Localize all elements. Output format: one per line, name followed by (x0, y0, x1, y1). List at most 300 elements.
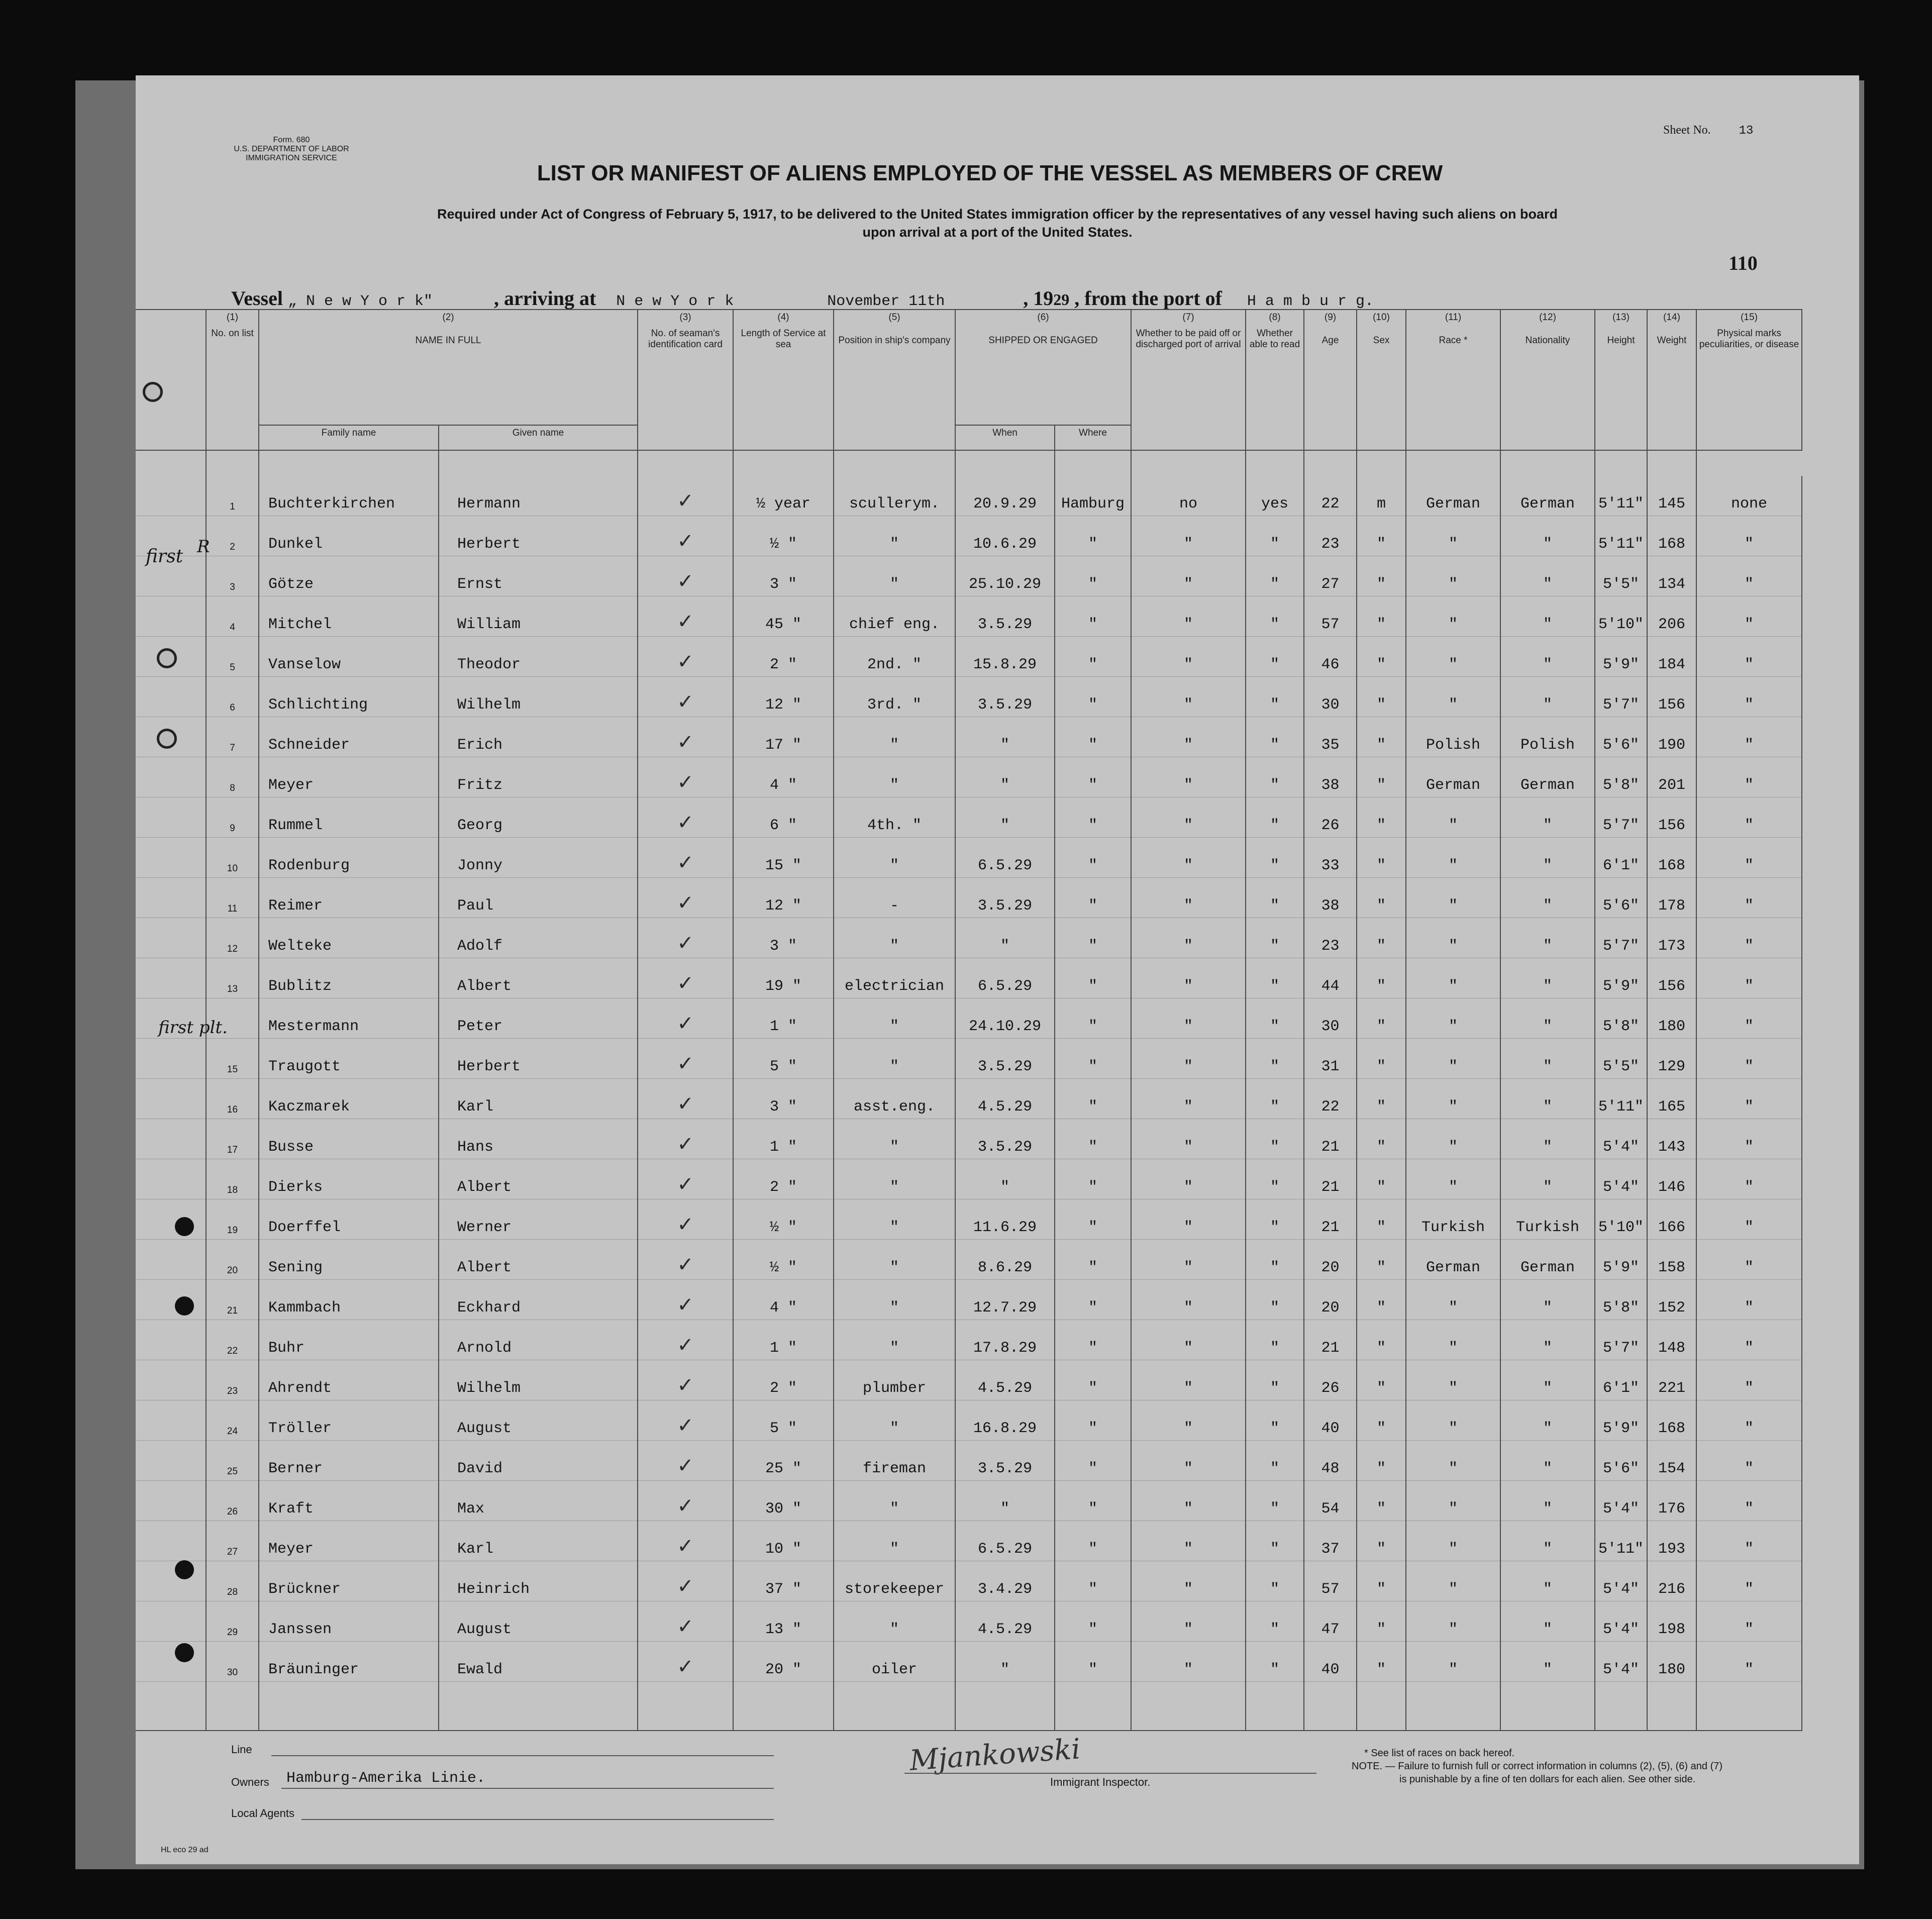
cell-engaged-where: " (1055, 1119, 1131, 1159)
cell-race: " (1406, 556, 1500, 596)
cell-length-of-service: 12 " (733, 677, 834, 717)
cell-height: 5'4" (1595, 1119, 1647, 1159)
voyage-line (231, 286, 1789, 310)
col-nationality (1500, 310, 1595, 450)
tail-cell (1246, 1682, 1304, 1731)
cell-id-card-check: ✓ (638, 1642, 733, 1682)
cell-given-name: Arnold (439, 1320, 638, 1360)
cell-age: 44 (1304, 958, 1357, 998)
cell-given-name: Adolf (439, 918, 638, 958)
cell-id-card-check: ✓ (638, 1119, 733, 1159)
cell-paid-off: " (1131, 918, 1246, 958)
cell-sex: " (1357, 1199, 1406, 1240)
cell-length-of-service: 4 " (733, 1280, 834, 1320)
col-height (1595, 310, 1647, 450)
cell-able-to-read: " (1246, 1039, 1304, 1079)
cell-position: " (834, 1199, 955, 1240)
cell-engaged-where: " (1055, 1199, 1131, 1240)
cell-physical-marks: " (1696, 878, 1802, 918)
cell-race: German (1406, 476, 1500, 516)
cell-engaged-when: 3.5.29 (955, 878, 1055, 918)
cell-length-of-service: 13 " (733, 1601, 834, 1642)
margin-cell (136, 1561, 206, 1601)
col-nationality-label: Nationality (1525, 335, 1570, 346)
cell-able-to-read: " (1246, 958, 1304, 998)
cell-able-to-read: " (1246, 1159, 1304, 1199)
cell-race: " (1406, 596, 1500, 637)
cell-position: " (834, 1320, 955, 1360)
cell-id-card-check: ✓ (638, 1561, 733, 1601)
cell-family-name: Brückner (259, 1561, 439, 1601)
cell-physical-marks: " (1696, 1079, 1802, 1119)
col-position-label: Position in ship's company (838, 335, 951, 346)
cell-sex: " (1357, 1119, 1406, 1159)
cell-row-number: 29 (206, 1601, 259, 1642)
tail-cell (1304, 1682, 1357, 1731)
cell-paid-off: " (1131, 677, 1246, 717)
table-row (136, 1159, 1802, 1199)
cell-row-number: 24 (206, 1400, 259, 1441)
tail-cell (955, 1682, 1055, 1731)
cell-position: " (834, 1521, 955, 1561)
cell-nationality: " (1500, 958, 1595, 998)
cell-paid-off: " (1131, 1320, 1246, 1360)
cell-height: 5'4" (1595, 1561, 1647, 1601)
col-sex-label: Sex (1373, 335, 1390, 346)
cell-engaged-where: " (1055, 1400, 1131, 1441)
cell-engaged-where: " (1055, 1320, 1131, 1360)
cell-position: asst.eng. (834, 1079, 955, 1119)
col-no-on-list (206, 310, 259, 450)
cell-height: 5'7" (1595, 797, 1647, 838)
cell-engaged-when: 3.5.29 (955, 1441, 1055, 1481)
binder-hole (175, 1296, 194, 1316)
cell-physical-marks: " (1696, 1360, 1802, 1400)
cell-length-of-service: ½ " (733, 1240, 834, 1280)
margin-cell (136, 1159, 206, 1199)
cell-sex: " (1357, 1039, 1406, 1079)
year-suffix: 29 (1053, 290, 1070, 309)
margin-cell (136, 1601, 206, 1642)
col-marks-label: Physical marks peculiarities, or disease (1699, 328, 1799, 350)
cell-engaged-when: 6.5.29 (955, 838, 1055, 878)
col-num-10: (10) (1373, 312, 1390, 323)
cell-family-name: Sening (259, 1240, 439, 1280)
cell-height: 5'4" (1595, 1642, 1647, 1682)
margin-cell (136, 1481, 206, 1521)
cell-weight: 156 (1647, 677, 1696, 717)
cell-family-name: Bräuninger (259, 1642, 439, 1682)
cell-age: 40 (1304, 1400, 1357, 1441)
table-row (136, 1642, 1802, 1682)
cell-able-to-read: " (1246, 757, 1304, 797)
cell-engaged-where: " (1055, 1240, 1131, 1280)
cell-row-number: 21 (206, 1280, 259, 1320)
cell-nationality: " (1500, 838, 1595, 878)
cell-id-card-check: ✓ (638, 998, 733, 1039)
footer-agents-label: Local Agents (231, 1807, 294, 1820)
table-row (136, 998, 1802, 1039)
cell-engaged-when: 15.8.29 (955, 637, 1055, 677)
margin-cell (136, 1441, 206, 1481)
cell-engaged-when: 24.10.29 (955, 998, 1055, 1039)
cell-nationality: " (1500, 1642, 1595, 1682)
cell-race: " (1406, 1481, 1500, 1521)
col-no-on-list-label: No. on list (211, 328, 254, 339)
cell-family-name: Meyer (259, 1521, 439, 1561)
cell-height: 5'11" (1595, 516, 1647, 556)
cell-physical-marks: " (1696, 596, 1802, 637)
table-row (136, 1481, 1802, 1521)
cell-family-name: Dierks (259, 1159, 439, 1199)
sheet-value: 13 (1739, 124, 1754, 138)
cell-id-card-check: ✓ (638, 1039, 733, 1079)
cell-able-to-read: " (1246, 1360, 1304, 1400)
cell-height: 5'9" (1595, 1400, 1647, 1441)
cell-paid-off: " (1131, 757, 1246, 797)
cell-given-name: Fritz (439, 757, 638, 797)
cell-height: 5'9" (1595, 637, 1647, 677)
page-subtitle (186, 205, 1809, 241)
cell-engaged-where: Hamburg (1055, 476, 1131, 516)
cell-height: 5'7" (1595, 677, 1647, 717)
cell-physical-marks: " (1696, 717, 1802, 757)
cell-nationality: " (1500, 1521, 1595, 1561)
sheet-label: Sheet No. (1663, 124, 1711, 137)
col-paid-off-label: Whether to be paid off or discharged port of arrival (1136, 328, 1241, 350)
cell-age: 57 (1304, 596, 1357, 637)
cell-position: scullerym. (834, 476, 955, 516)
cell-height: 5'5" (1595, 1039, 1647, 1079)
cell-race: " (1406, 1561, 1500, 1601)
cell-engaged-when: 25.10.29 (955, 556, 1055, 596)
cell-nationality: " (1500, 1039, 1595, 1079)
cell-physical-marks: " (1696, 1400, 1802, 1441)
cell-given-name: Georg (439, 797, 638, 838)
table-row (136, 1320, 1802, 1360)
cell-height: 5'9" (1595, 1240, 1647, 1280)
cell-id-card-check: ✓ (638, 1320, 733, 1360)
cell-paid-off: " (1131, 1441, 1246, 1481)
col-age (1304, 310, 1357, 450)
cell-age: 31 (1304, 1039, 1357, 1079)
cell-weight: 190 (1647, 717, 1696, 757)
subtitle-line-1: Required under Act of Congress of February 5, 1917, to be delivered to the United States immigration officer by the representatives of any vessel having such aliens on board (437, 207, 1558, 222)
margin-cell (136, 838, 206, 878)
cell-id-card-check: ✓ (638, 476, 733, 516)
cell-physical-marks: " (1696, 1561, 1802, 1601)
cell-sex: " (1357, 838, 1406, 878)
cell-age: 20 (1304, 1240, 1357, 1280)
cell-sex: " (1357, 596, 1406, 637)
margin-cell (136, 476, 206, 516)
cell-race: " (1406, 677, 1500, 717)
arrival-date: November 11th (827, 293, 945, 310)
cell-physical-marks: " (1696, 1159, 1802, 1199)
cell-nationality: " (1500, 797, 1595, 838)
cell-family-name: Janssen (259, 1601, 439, 1642)
col-num-11: (11) (1445, 312, 1462, 323)
cell-able-to-read: " (1246, 998, 1304, 1039)
cell-engaged-when: 4.5.29 (955, 1360, 1055, 1400)
cell-sex: " (1357, 757, 1406, 797)
crew-table-header (136, 310, 1802, 450)
margin-cell (136, 596, 206, 637)
cell-engaged-where: " (1055, 556, 1131, 596)
cell-position: 2nd. " (834, 637, 955, 677)
binder-hole (143, 382, 163, 402)
cell-race: " (1406, 1280, 1500, 1320)
cell-sex: " (1357, 878, 1406, 918)
cell-able-to-read: " (1246, 1320, 1304, 1360)
cell-position: " (834, 556, 955, 596)
cell-nationality: " (1500, 1400, 1595, 1441)
cell-weight: 168 (1647, 838, 1696, 878)
cell-length-of-service: 2 " (733, 1360, 834, 1400)
cell-engaged-where: " (1055, 1601, 1131, 1642)
cell-race: Polish (1406, 717, 1500, 757)
cell-physical-marks: " (1696, 677, 1802, 717)
cell-given-name: Wilhelm (439, 1360, 638, 1400)
table-row (136, 1601, 1802, 1642)
cell-nationality: " (1500, 1320, 1595, 1360)
cell-able-to-read: " (1246, 1561, 1304, 1601)
col-shipped-label: SHIPPED OR ENGAGED (988, 335, 1098, 346)
cell-engaged-when: 3.5.29 (955, 677, 1055, 717)
cell-length-of-service: 1 " (733, 1119, 834, 1159)
cell-nationality: " (1500, 637, 1595, 677)
cell-race: " (1406, 918, 1500, 958)
cell-length-of-service: 12 " (733, 878, 834, 918)
col-height-label: Height (1607, 335, 1635, 346)
cell-race: Turkish (1406, 1199, 1500, 1240)
cell-weight: 129 (1647, 1039, 1696, 1079)
cell-sex: " (1357, 637, 1406, 677)
signature-rule (904, 1773, 1316, 1774)
cell-engaged-when: 3.5.29 (955, 596, 1055, 637)
crew-table-body (136, 450, 1802, 1731)
cell-race: " (1406, 797, 1500, 838)
margin-cell (136, 1360, 206, 1400)
cell-age: 35 (1304, 717, 1357, 757)
cell-physical-marks: " (1696, 1320, 1802, 1360)
cell-physical-marks: " (1696, 1280, 1802, 1320)
cell-family-name: Rodenburg (259, 838, 439, 878)
binder-hole (157, 648, 177, 668)
cell-family-name: Buchterkirchen (259, 476, 439, 516)
cell-given-name: Eckhard (439, 1280, 638, 1320)
cell-given-name: Ernst (439, 556, 638, 596)
cell-sex: " (1357, 1240, 1406, 1280)
cell-able-to-read: " (1246, 878, 1304, 918)
margin-cell (136, 1199, 206, 1240)
cell-id-card-check: ✓ (638, 1280, 733, 1320)
cell-race: " (1406, 1159, 1500, 1199)
col-weight (1647, 310, 1696, 450)
cell-physical-marks: none (1696, 476, 1802, 516)
cell-weight: 156 (1647, 958, 1696, 998)
subtitle-line-2: upon arrival at a port of the United States. (862, 225, 1133, 240)
cell-age: 33 (1304, 838, 1357, 878)
cell-weight: 166 (1647, 1199, 1696, 1240)
cell-race: " (1406, 1521, 1500, 1561)
cell-family-name: Rummel (259, 797, 439, 838)
arriving-port: N e w Y o r k (616, 293, 734, 310)
cell-sex: " (1357, 1521, 1406, 1561)
col-name-in-full (259, 310, 638, 425)
cell-given-name: Wilhelm (439, 677, 638, 717)
cell-row-number: 9 (206, 797, 259, 838)
cell-id-card-check: ✓ (638, 556, 733, 596)
cell-height: 5'9" (1595, 958, 1647, 998)
cell-age: 21 (1304, 1320, 1357, 1360)
cell-family-name: Schneider (259, 717, 439, 757)
binder-hole (157, 729, 177, 749)
cell-engaged-where: " (1055, 1079, 1131, 1119)
cell-age: 47 (1304, 1601, 1357, 1642)
cell-weight: 221 (1647, 1360, 1696, 1400)
form-id-block (196, 136, 387, 163)
cell-paid-off: " (1131, 516, 1246, 556)
cell-family-name: Doerffel (259, 1199, 439, 1240)
cell-paid-off: " (1131, 1642, 1246, 1682)
cell-physical-marks: " (1696, 838, 1802, 878)
margin-cell (136, 878, 206, 918)
cell-age: 21 (1304, 1119, 1357, 1159)
margin-cell (136, 797, 206, 838)
cell-given-name: Herbert (439, 516, 638, 556)
arriving-label: , arriving at (493, 287, 596, 310)
year-prefix: , 19 (1023, 287, 1054, 310)
cell-position: " (834, 918, 955, 958)
cell-family-name: Busse (259, 1119, 439, 1159)
cell-family-name: Bublitz (259, 958, 439, 998)
cell-engaged-where: " (1055, 717, 1131, 757)
cell-family-name: Welteke (259, 918, 439, 958)
cell-engaged-where: " (1055, 1159, 1131, 1199)
cell-weight: 134 (1647, 556, 1696, 596)
cell-physical-marks: " (1696, 637, 1802, 677)
col-id-card (638, 310, 733, 450)
cell-id-card-check: ✓ (638, 717, 733, 757)
cell-engaged-when: 17.8.29 (955, 1320, 1055, 1360)
cell-paid-off: " (1131, 637, 1246, 677)
cell-paid-off: " (1131, 1240, 1246, 1280)
cell-family-name: Buhr (259, 1320, 439, 1360)
cell-age: 40 (1304, 1642, 1357, 1682)
cell-id-card-check: ✓ (638, 797, 733, 838)
margin-cell (136, 757, 206, 797)
cell-length-of-service: 5 " (733, 1039, 834, 1079)
binder-hole (175, 1560, 194, 1579)
inspector-signature: Mjankowski (908, 1733, 1082, 1777)
col-where: Where (1055, 425, 1131, 450)
cell-length-of-service: 3 " (733, 556, 834, 596)
cell-id-card-check: ✓ (638, 1601, 733, 1642)
cell-race: " (1406, 1601, 1500, 1642)
cell-height: 5'6" (1595, 717, 1647, 757)
cell-paid-off: " (1131, 1119, 1246, 1159)
cell-id-card-check: ✓ (638, 1199, 733, 1240)
cell-length-of-service: 10 " (733, 1521, 834, 1561)
cell-engaged-when: 3.5.29 (955, 1039, 1055, 1079)
footer-note-races: * See list of races on back hereof. (1364, 1748, 1515, 1759)
cell-given-name: Theodor (439, 637, 638, 677)
cell-weight: 143 (1647, 1119, 1696, 1159)
table-row (136, 878, 1802, 918)
cell-engaged-where: " (1055, 637, 1131, 677)
cell-sex: " (1357, 1360, 1406, 1400)
department-name: U.S. DEPARTMENT OF LABOR (234, 145, 349, 153)
cell-row-number: 8 (206, 757, 259, 797)
cell-nationality: " (1500, 878, 1595, 918)
cell-family-name: Ahrendt (259, 1360, 439, 1400)
margin-cell (136, 1240, 206, 1280)
cell-given-name: Peter (439, 998, 638, 1039)
tail-cell (439, 1682, 638, 1731)
cell-height: 5'4" (1595, 1159, 1647, 1199)
cell-nationality: " (1500, 1079, 1595, 1119)
cell-weight: 156 (1647, 797, 1696, 838)
inspector-label: Immigrant Inspector. (1050, 1776, 1151, 1788)
cell-position: chief eng. (834, 596, 955, 637)
cell-age: 30 (1304, 677, 1357, 717)
cell-nationality: " (1500, 1601, 1595, 1642)
cell-row-number: 2 (206, 516, 259, 556)
cell-given-name: Hermann (439, 476, 638, 516)
cell-race: " (1406, 1039, 1500, 1079)
table-row (136, 717, 1802, 757)
col-position (834, 310, 955, 450)
cell-paid-off: " (1131, 998, 1246, 1039)
col-shipped (955, 310, 1131, 425)
cell-engaged-when: 3.5.29 (955, 1119, 1055, 1159)
cell-able-to-read: " (1246, 1240, 1304, 1280)
cell-engaged-where: " (1055, 1481, 1131, 1521)
cell-height: 5'6" (1595, 1441, 1647, 1481)
tail-cell (1500, 1682, 1595, 1731)
col-length-service-label: Length of Service at sea (741, 328, 826, 350)
cell-id-card-check: ✓ (638, 1481, 733, 1521)
cell-weight: 201 (1647, 757, 1696, 797)
tail-cell (1357, 1682, 1406, 1731)
cell-physical-marks: " (1696, 1481, 1802, 1521)
margin-cell (136, 1642, 206, 1682)
cell-position: " (834, 838, 955, 878)
cell-given-name: Karl (439, 1079, 638, 1119)
cell-position: " (834, 516, 955, 556)
cell-weight: 178 (1647, 878, 1696, 918)
cell-able-to-read: " (1246, 1119, 1304, 1159)
cell-race: " (1406, 1400, 1500, 1441)
cell-nationality: " (1500, 1280, 1595, 1320)
table-row (136, 596, 1802, 637)
from-port-label: , from the port of (1074, 287, 1222, 310)
cell-able-to-read: " (1246, 1601, 1304, 1642)
cell-engaged-when: 11.6.29 (955, 1199, 1055, 1240)
cell-position: " (834, 998, 955, 1039)
cell-sex: " (1357, 556, 1406, 596)
cell-race: " (1406, 1441, 1500, 1481)
cell-age: 48 (1304, 1441, 1357, 1481)
tail-cell (206, 1682, 259, 1731)
cell-race: " (1406, 1119, 1500, 1159)
cell-nationality: " (1500, 1119, 1595, 1159)
cell-length-of-service: 1 " (733, 1320, 834, 1360)
cell-engaged-when: " (955, 1159, 1055, 1199)
cell-id-card-check: ✓ (638, 1400, 733, 1441)
cell-position: " (834, 1481, 955, 1521)
